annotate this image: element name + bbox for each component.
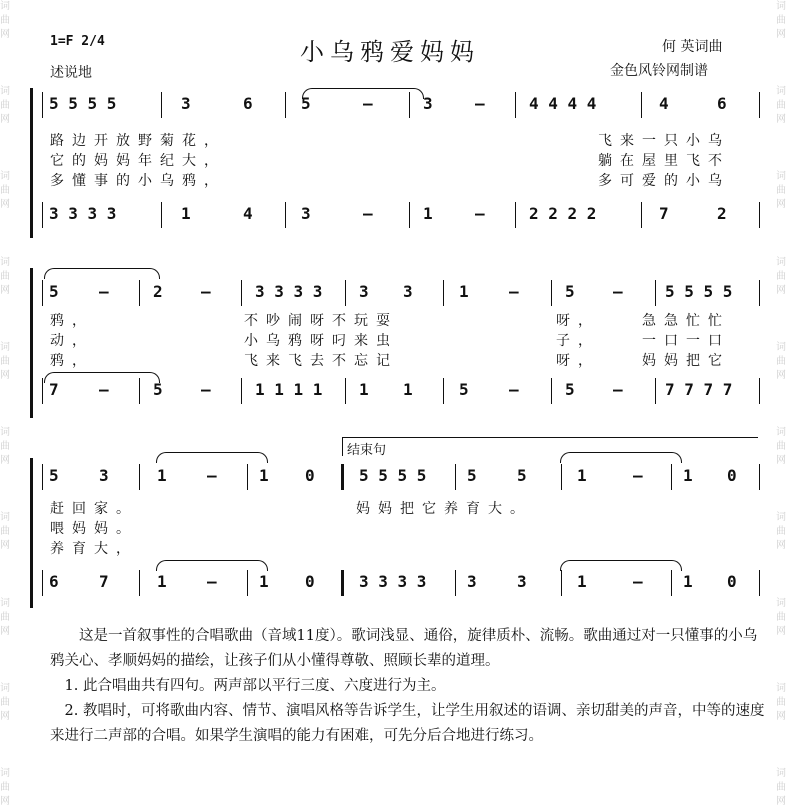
lyric-line: 一口一口 xyxy=(642,333,730,349)
note: 3 xyxy=(403,282,413,301)
note: 5 xyxy=(301,94,311,113)
note: 1 xyxy=(359,380,369,399)
note: 3 xyxy=(301,204,311,223)
lyric-line: 妈妈把它 xyxy=(642,353,730,369)
note-group: 3 3 3 3 xyxy=(359,572,427,591)
note: 3 xyxy=(181,94,191,113)
note: 1 xyxy=(683,466,693,485)
dash: – xyxy=(633,572,643,591)
note-group: 1 1 1 1 xyxy=(255,380,323,399)
note: 1 xyxy=(181,204,191,223)
lyric-line: 急急忙忙 xyxy=(642,313,730,329)
note: 1 xyxy=(577,572,587,591)
lower-voice-row xyxy=(42,378,760,404)
dash: – xyxy=(207,466,217,485)
note: 6 xyxy=(243,94,253,113)
note: 3 xyxy=(467,572,477,591)
upper-voice-row xyxy=(42,280,760,306)
note: 2 xyxy=(717,204,727,223)
upper-voice-row xyxy=(42,464,760,490)
note: 1 xyxy=(683,572,693,591)
lyric-line: 养育大， xyxy=(50,541,138,557)
lyric-line: 不吵闹呀不玩耍 xyxy=(244,313,398,329)
note: 5 xyxy=(565,282,575,301)
dash: – xyxy=(633,466,643,485)
note: 1 xyxy=(423,204,433,223)
note: 5 xyxy=(467,466,477,485)
note: 1 xyxy=(157,572,167,591)
note-group: 2 2 2 2 xyxy=(529,204,597,223)
dash: – xyxy=(201,380,211,399)
lyric-line: 多懂事的小乌鸦， xyxy=(50,173,226,189)
performance-style: 述说地 xyxy=(50,65,92,81)
dash: – xyxy=(613,282,623,301)
ending-label: 结束句 xyxy=(347,443,387,458)
note-group: 3 3 3 3 xyxy=(255,282,323,301)
note: 1 xyxy=(259,572,269,591)
dash: – xyxy=(201,282,211,301)
lyric-line: 喂妈妈。 xyxy=(50,521,138,537)
dash: – xyxy=(99,380,109,399)
key-signature: 1=F 2/4 xyxy=(50,34,105,49)
lyric-line: 妈妈把它养育大。 xyxy=(356,501,532,517)
dash: – xyxy=(475,94,485,113)
note-group: 5 5 5 5 xyxy=(665,282,733,301)
note: 7 xyxy=(99,572,109,591)
notes-paragraph: 这是一首叙事性的合唱歌曲（音域11度）。歌词浅显、通俗，旋律质朴、流畅。歌曲通过对一只懂事的小乌鸦关心、孝顺妈妈的描绘，让孩子们从小懂得尊敬、照顾长辈的道理。 xyxy=(50,628,758,669)
note: 5 xyxy=(459,380,469,399)
note: 3 xyxy=(517,572,527,591)
dash: – xyxy=(613,380,623,399)
note: 1 xyxy=(459,282,469,301)
note: 1 xyxy=(157,466,167,485)
note: 4 xyxy=(243,204,253,223)
lyric-line: 它的妈妈年纪大， xyxy=(50,153,226,169)
lower-voice-row xyxy=(42,202,760,228)
lyric-line: 躺在屋里飞不 xyxy=(598,153,730,169)
dash: – xyxy=(509,282,519,301)
lower-voice-row xyxy=(42,570,760,596)
lyric-line: 动， xyxy=(50,333,94,349)
note-group: 3 3 3 3 xyxy=(49,204,117,223)
rest: 0 xyxy=(305,572,315,591)
score-system-3 xyxy=(30,458,760,608)
lyric-line: 赶回家。 xyxy=(50,501,138,517)
note: 5 xyxy=(153,380,163,399)
note-group: 5 5 5 5 xyxy=(49,94,117,113)
lyric-line: 鸦， xyxy=(50,313,94,329)
note: 3 xyxy=(359,282,369,301)
teaching-notes xyxy=(50,624,770,749)
note: 6 xyxy=(49,572,59,591)
note: 5 xyxy=(49,466,59,485)
watermark-left: 词曲网 词曲网 词曲网 词曲网 词曲网 词曲网 词曲网 词曲网 词曲网 词曲网 xyxy=(0,1,10,807)
lyric-line: 子， xyxy=(556,333,600,349)
lyric-line: 鸦， xyxy=(50,353,94,369)
lyric-line: 呀， xyxy=(556,353,600,369)
producer-credit: 金色风铃网制谱 xyxy=(610,63,708,79)
lyric-line: 飞来飞去不忘记 xyxy=(244,353,398,369)
score-system-2 xyxy=(30,268,760,418)
note: 5 xyxy=(49,282,59,301)
rest: 0 xyxy=(727,572,737,591)
note: 1 xyxy=(259,466,269,485)
note: 3 xyxy=(99,466,109,485)
rest: 0 xyxy=(305,466,315,485)
dash: – xyxy=(509,380,519,399)
watermark-right: 词曲网 词曲网 词曲网 词曲网 词曲网 词曲网 词曲网 词曲网 词曲网 词曲网 xyxy=(776,1,786,807)
lyric-line: 小乌鸦呀叼来虫 xyxy=(244,333,398,349)
notes-paragraph: 2. 教唱时，可将歌曲内容、情节、演唱风格等告诉学生，让学生用叙述的语调、亲切甜美的声音，中等的速度来进行二声部的合唱。如果学生演唱的能力有困难，可先分后合地进行练习。 xyxy=(50,703,765,744)
note: 7 xyxy=(659,204,669,223)
dash: – xyxy=(207,572,217,591)
lyric-line: 路边开放野菊花， xyxy=(50,133,226,149)
note-group: 7 7 7 7 xyxy=(665,380,733,399)
note: 7 xyxy=(49,380,59,399)
note-group: 4 4 4 4 xyxy=(529,94,597,113)
note: 5 xyxy=(517,466,527,485)
dash: – xyxy=(99,282,109,301)
lyric-line: 飞来一只小乌 xyxy=(598,133,730,149)
lyric-line: 多可爱的小乌 xyxy=(598,173,730,189)
ending-bracket xyxy=(342,437,758,456)
note: 1 xyxy=(577,466,587,485)
rest: 0 xyxy=(727,466,737,485)
notes-paragraph: 1. 此合唱曲共有四句。两声部以平行三度、六度进行为主。 xyxy=(64,678,446,694)
lyric-line: 呀， xyxy=(556,313,600,329)
note: 2 xyxy=(153,282,163,301)
score-system-1 xyxy=(30,88,760,238)
note: 6 xyxy=(717,94,727,113)
note-group: 5 5 5 5 xyxy=(359,466,427,485)
dash: – xyxy=(475,204,485,223)
note: 1 xyxy=(403,380,413,399)
composer-credit: 何 英词曲 xyxy=(662,39,723,55)
dash: – xyxy=(363,94,373,113)
dash: – xyxy=(363,204,373,223)
note: 4 xyxy=(659,94,669,113)
song-title: 小乌鸦爱妈妈 xyxy=(300,38,480,66)
note: 5 xyxy=(565,380,575,399)
note: 3 xyxy=(423,94,433,113)
